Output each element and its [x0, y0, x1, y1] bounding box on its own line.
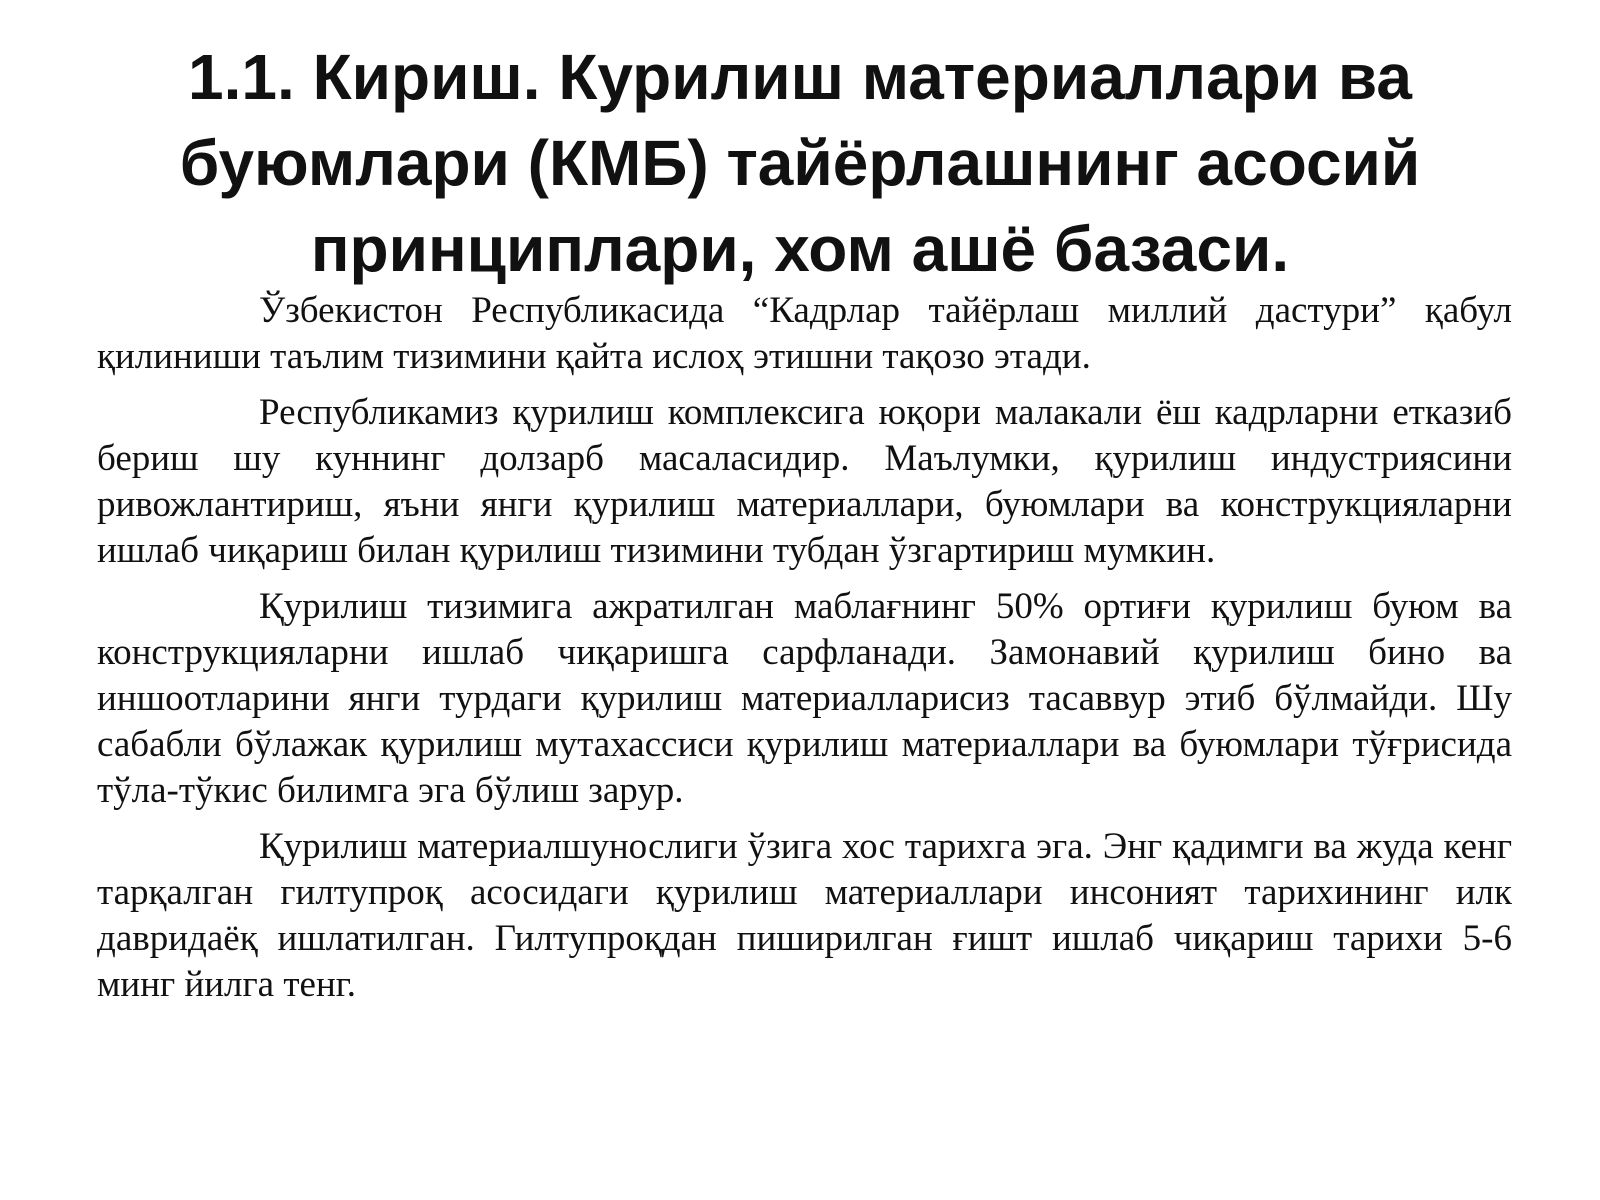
paragraph-2: Республикамиз қурилиш комплексига юқори малакали ёш кадрларни етказиб бериш шу куннинг долзарб масаласидир. Маълумки, қурилиш индустриясини ривожлантириш, яъни янги қурилиш материаллари, буюмлари ва конструкцияларни ишлаб чиқариш билан қурилиш тизимини тубдан ўзгартириш мумкин. — [97, 392, 1512, 571]
slide-title: 1.1. Кириш. Курилиш материаллари ва буюмлари (КМБ) тайёрлашнинг асосий принциплари, хом ашё базаси. — [179, 41, 1421, 285]
paragraph-4: Қурилиш материалшунослиги ўзига хос тарихга эга. Энг қадимги ва жуда кенг тарқалган гилтупроқ асосидаги қурилиш материаллари инсоният тарихининг илк давридаёқ ишлатилган. Гилтупроқдан пиширилган ғишт ишлаб чиқариш тарихи 5-6 минг йилга тенг. — [97, 826, 1512, 1005]
paragraph-1: Ўзбекистон Республикасида “Кадрлар тайёрлаш миллий дастури” қабул қилиниши таълим тизимини қайта ислоҳ этишни тақозо этади. — [97, 290, 1512, 377]
slide-body — [97, 288, 1512, 1018]
paragraph-3: Қурилиш тизимига ажратилган маблағнинг 50% ортиғи қурилиш буюм ва конструкцияларни ишлаб чиқаришга сарфланади. Замонавий қурилиш бино ва иншоотларини янги турдаги қурилиш материалларисиз тасаввур этиб бўлмайди. Шу сабабли бўлажак қурилиш мутахассиси қурилиш материаллари ва буюмлари тўғрисида тўла-тўкис билимга эга бўлиш зарур. — [97, 586, 1512, 811]
